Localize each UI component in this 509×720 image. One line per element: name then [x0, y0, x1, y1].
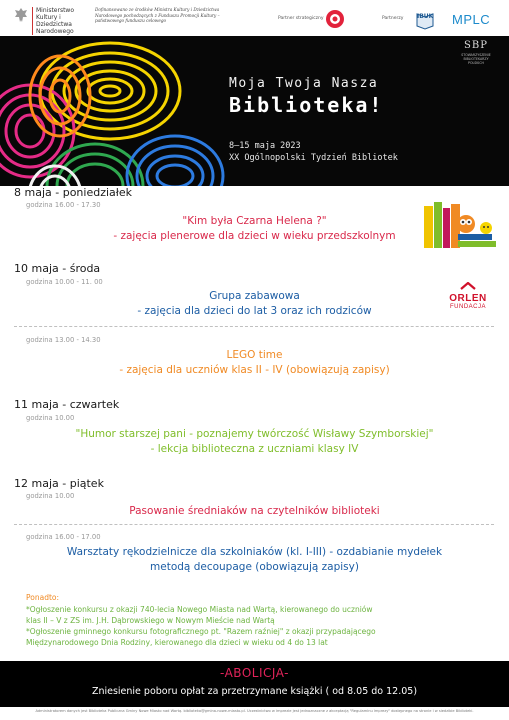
- day-heading: 8 maja - poniedziałek: [14, 186, 133, 199]
- event-description: - zajęcia dla uczniów klas II - IV (obowiązują zapisy): [119, 364, 390, 376]
- partners-label: Partnerzy: [382, 16, 404, 21]
- abolicja-subtitle: Zniesienie poboru opłat za przetrzymane książki ( od 8.05 do 12.05): [91, 686, 418, 697]
- banner-title-line1: Moja Twoja Nasza: [229, 76, 379, 91]
- abolicja-title: -ABOLICJA-: [220, 666, 289, 680]
- ministry-name: Ministerstwo Kultury i Dziedzictwa Narodowego: [32, 7, 88, 35]
- ibuk-logo: IBUK: [417, 13, 434, 20]
- divider: [14, 524, 494, 525]
- note-line: klas II – V z ZS im. J.H. Dąbrowskiego w Nowym Mieście nad Wartą: [26, 616, 275, 625]
- event-title: Pasowanie średniaków na czytelników biblioteki: [129, 505, 380, 517]
- mplc-logo: MPLC: [452, 12, 491, 27]
- banner-title-line2: Biblioteka!: [229, 93, 384, 117]
- note-line: Międzynarodowego Dnia Rodziny, kierowanego dla dzieci w wieku od 4 do 13 lat: [26, 638, 328, 647]
- orlen-sub: FUNDACJA: [449, 304, 486, 310]
- sbp-short: SBP: [464, 40, 488, 51]
- ministry-logo: [14, 7, 88, 35]
- event-title: LEGO time: [226, 349, 283, 361]
- strategic-partner-logo: [325, 9, 345, 29]
- orlen-mark-icon: [459, 282, 477, 290]
- event-time: godzina 13.00 - 14.30: [26, 336, 101, 344]
- event-banner: [0, 36, 509, 186]
- event-time: godzina 16.00 - 17.30: [26, 201, 101, 209]
- eagle-icon: [14, 7, 28, 23]
- note-line: *Ogłoszenie gminnego konkursu fotograficznego pt. "Razem raźniej" z okazji przypadającego: [26, 627, 376, 636]
- sbp-logo: [456, 40, 496, 65]
- sbp-full: STOWARZYSZENIE BIBLIOTEKARZY POLSKICH: [461, 53, 491, 65]
- event-title: "Humor starszej pani - poznajemy twórczość Wisławy Szymborskiej": [75, 428, 434, 440]
- event-title: Warsztaty rękodzielnicze dla szkolniaków (kl. I-III) - ozdabianie mydełek: [66, 546, 443, 558]
- funding-note: Dofinansowano ze środków Ministra Kultury i Dziedzictwa Narodowego pochodzących z Funduszu Promocji Kultury – państwowego funduszu celowego: [95, 7, 220, 24]
- day-heading: 11 maja - czwartek: [14, 398, 120, 411]
- event-description: - zajęcia plenerowe dla dzieci w wieku przedszkolnym: [113, 230, 396, 242]
- event-time: godzina 10.00: [26, 492, 75, 500]
- sponsor-strip: [0, 0, 509, 36]
- footnote: Administratorem danych jest Biblioteka Publiczna Gminy Nowe Miasto nad Wartą. biblioteka@gmina-nowe-miasto.pl. Uczestnictwo w imprezie jest jednoznaczne z akceptacją "Regulaminu imprezy" dostępnego na stronie i w siedzibie Biblioteki.: [35, 709, 474, 713]
- event-description: - lekcja biblioteczna z uczniami klasy IV: [150, 443, 359, 455]
- notes-title: Ponadto:: [26, 593, 60, 602]
- event-title: "Kim była Czarna Helena ?": [182, 215, 327, 227]
- note-line: *Ogłoszenie konkursu z okazji 740-lecia Nowego Miasta nad Wartą, kierowanego do uczniów: [26, 605, 373, 614]
- event-description: metodą decoupage (obowiązują zapisy): [150, 561, 359, 573]
- banner-dates: 8–15 maja 2023: [229, 141, 301, 151]
- day-heading: 10 maja - środa: [14, 262, 101, 275]
- event-title: Grupa zabawowa: [209, 290, 300, 302]
- day-heading: 12 maja - piątek: [14, 477, 104, 490]
- event-time: godzina 16.00 - 17.00: [26, 533, 101, 541]
- orlen-word: ORLEN: [449, 293, 487, 304]
- strategic-partner-label: Partner strategiczny: [278, 16, 324, 21]
- abolicja-banner: [0, 661, 509, 707]
- event-time: godzina 10.00: [26, 414, 75, 422]
- event-time: godzina 10.00 - 11. 00: [26, 278, 103, 286]
- event-description: - zajęcia dla dzieci do lat 3 oraz ich rodziców: [137, 305, 372, 317]
- divider: [14, 326, 494, 327]
- banner-week: XX Ogólnopolski Tydzień Bibliotek: [229, 153, 398, 163]
- fingerprint-artwork: [0, 36, 230, 186]
